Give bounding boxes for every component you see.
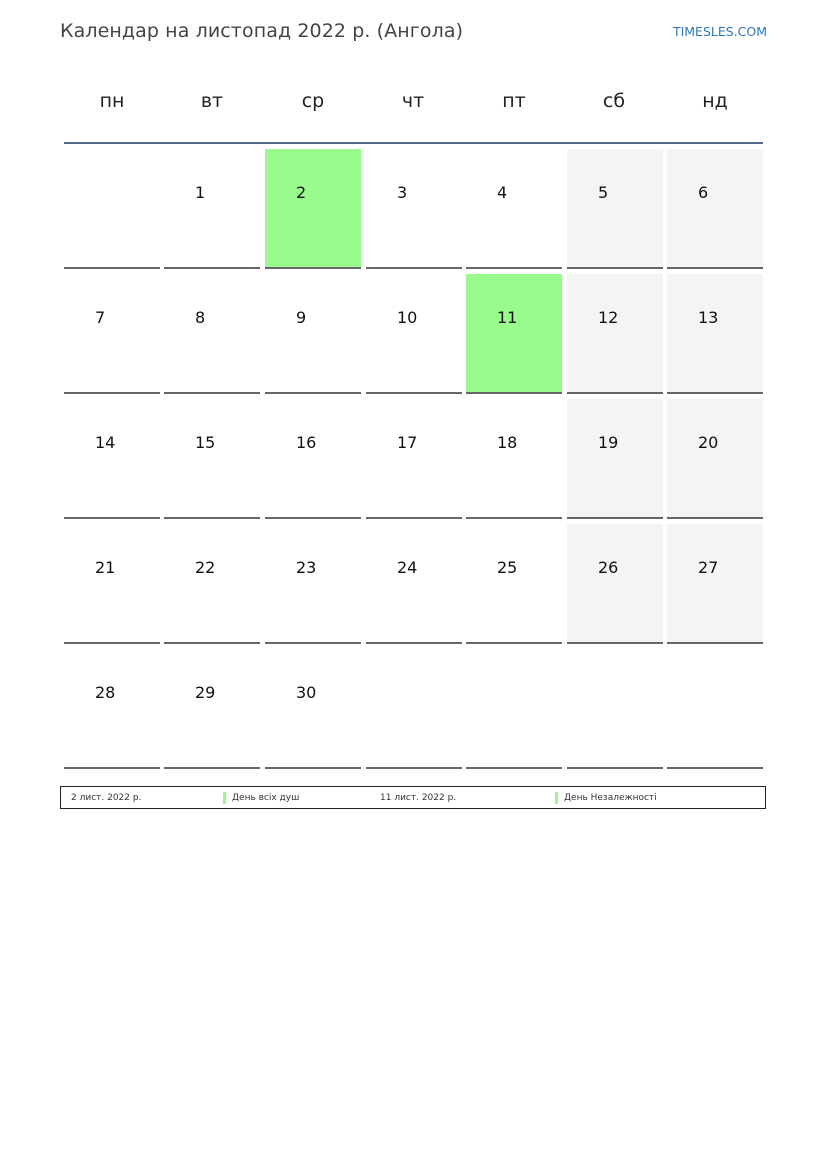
weekend-day-cell[interactable] (667, 149, 763, 269)
day-cell[interactable] (164, 149, 260, 269)
day-cell[interactable] (265, 649, 361, 769)
day-cell[interactable] (64, 524, 160, 644)
header-divider (64, 142, 763, 144)
day-cell[interactable] (466, 399, 562, 519)
holiday-day-cell[interactable] (265, 149, 361, 269)
day-cell[interactable] (164, 524, 260, 644)
weekday-header (64, 90, 764, 118)
brand-link[interactable]: TIMESLES.COM (672, 24, 767, 39)
day-number: 11 (497, 308, 518, 327)
day-number: 16 (296, 433, 317, 452)
day-number: 3 (397, 183, 408, 202)
weekday-fri: пт (502, 90, 526, 112)
day-cell (567, 649, 663, 769)
weekday-mon: пн (99, 90, 125, 112)
day-cell[interactable] (164, 649, 260, 769)
legend-color-swatch (223, 792, 226, 804)
weekday-tue: вт (200, 90, 224, 112)
day-number: 23 (296, 558, 317, 577)
day-number: 22 (195, 558, 216, 577)
day-cell[interactable] (366, 524, 462, 644)
day-cell[interactable] (265, 274, 361, 394)
day-number: 8 (195, 308, 206, 327)
day-number: 1 (195, 183, 206, 202)
day-cell[interactable] (265, 399, 361, 519)
weekday-sun: нд (702, 90, 728, 112)
weekend-day-cell[interactable] (667, 524, 763, 644)
day-cell[interactable] (265, 524, 361, 644)
day-cell (366, 649, 462, 769)
day-cell[interactable] (164, 274, 260, 394)
day-number: 5 (598, 183, 609, 202)
day-number: 2 (296, 183, 307, 202)
weekday-wed: ср (301, 90, 325, 112)
day-cell[interactable] (164, 399, 260, 519)
weekend-day-cell[interactable] (667, 399, 763, 519)
day-number: 26 (598, 558, 619, 577)
day-cell[interactable] (366, 149, 462, 269)
weekend-day-cell[interactable] (567, 399, 663, 519)
day-number: 20 (698, 433, 719, 452)
day-number: 6 (698, 183, 709, 202)
day-number: 7 (95, 308, 106, 327)
holiday-day-cell[interactable] (466, 274, 562, 394)
day-cell[interactable] (64, 649, 160, 769)
day-number: 24 (397, 558, 418, 577)
weekday-thu: чт (401, 90, 425, 112)
legend-date: 2 лист. 2022 р. (71, 793, 142, 803)
page-title: Календар на листопад 2022 р. (Ангола) (60, 20, 464, 42)
day-number: 18 (497, 433, 518, 452)
day-cell (466, 649, 562, 769)
day-number: 30 (296, 683, 317, 702)
holiday-legend (60, 786, 766, 809)
day-number: 27 (698, 558, 719, 577)
day-number: 25 (497, 558, 518, 577)
legend-holiday-name: День всіх душ (232, 793, 300, 803)
day-number: 28 (95, 683, 116, 702)
weekday-sat: сб (602, 90, 626, 112)
day-number: 19 (598, 433, 619, 452)
day-cell[interactable] (64, 399, 160, 519)
day-number: 15 (195, 433, 216, 452)
legend-date: 11 лист. 2022 р. (380, 793, 457, 803)
day-number: 4 (497, 183, 508, 202)
weekend-day-cell[interactable] (667, 274, 763, 394)
day-cell (667, 649, 763, 769)
day-cell (64, 149, 160, 269)
day-number: 21 (95, 558, 116, 577)
legend-color-swatch (555, 792, 558, 804)
day-number: 9 (296, 308, 307, 327)
legend-holiday-name: День Незалежності (564, 793, 657, 803)
day-number: 29 (195, 683, 216, 702)
day-number: 14 (95, 433, 116, 452)
weekend-day-cell[interactable] (567, 274, 663, 394)
weekend-day-cell[interactable] (567, 149, 663, 269)
day-number: 10 (397, 308, 418, 327)
weekend-day-cell[interactable] (567, 524, 663, 644)
day-cell[interactable] (366, 399, 462, 519)
day-number: 12 (598, 308, 619, 327)
day-cell[interactable] (466, 149, 562, 269)
day-number: 17 (397, 433, 418, 452)
day-cell[interactable] (466, 524, 562, 644)
day-number: 13 (698, 308, 719, 327)
day-cell[interactable] (366, 274, 462, 394)
day-cell[interactable] (64, 274, 160, 394)
